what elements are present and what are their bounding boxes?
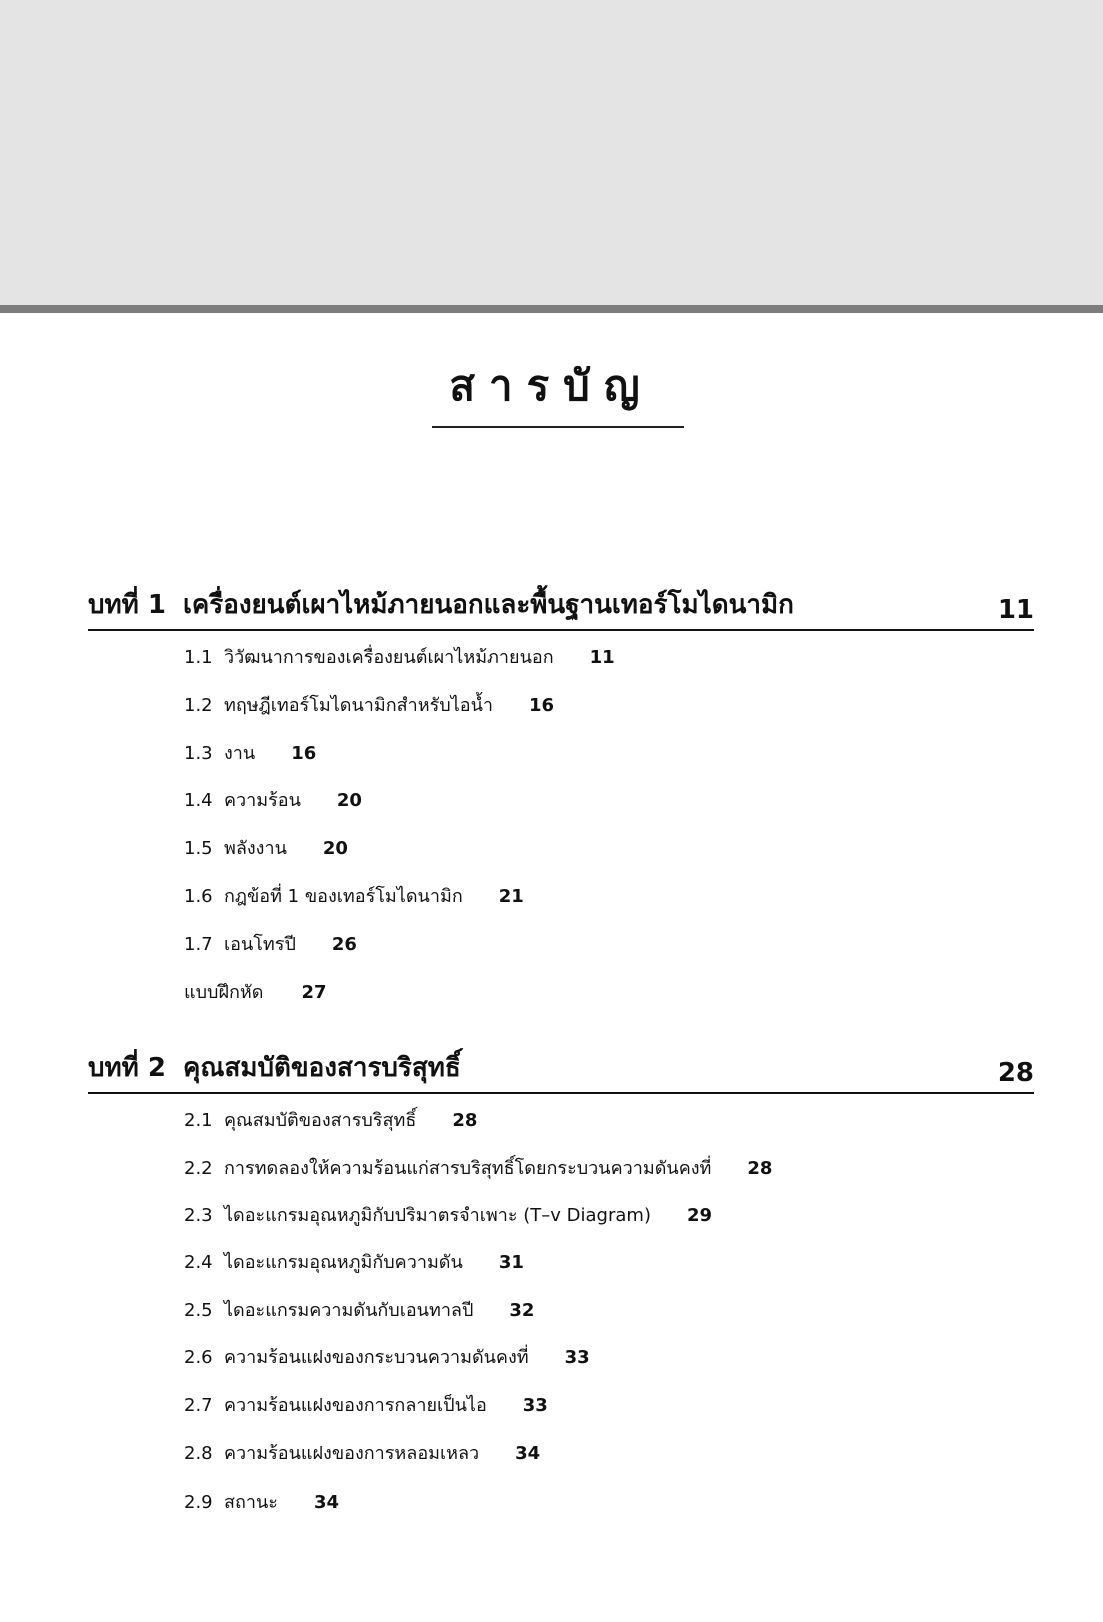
- chapter-number: บทที่ 1: [88, 590, 166, 620]
- entry-title: ความร้อนแฝงของกระบวนความดันคงที่: [224, 1347, 529, 1368]
- entry-title: ทฤษฎีเทอร์โมไดนามิกสำหรับไอน้ำ: [224, 695, 493, 716]
- toc-entry[interactable]: [184, 834, 348, 864]
- entry-page: 27: [301, 982, 327, 1003]
- entry-page: 32: [509, 1300, 535, 1321]
- toc-entry[interactable]: [184, 1343, 590, 1373]
- toc-entry[interactable]: [184, 1391, 548, 1421]
- entry-page: 28: [747, 1158, 773, 1179]
- entry-title: พลังงาน: [224, 838, 287, 859]
- entry-number: 1.1: [184, 647, 213, 668]
- page-title: สารบัญ: [449, 361, 654, 410]
- entry-title: ไดอะแกรมความดันกับเอนทาลปี: [224, 1300, 474, 1321]
- header-band: [0, 0, 1103, 305]
- entry-number: 2.5: [184, 1300, 213, 1321]
- toc-entry[interactable]: [184, 691, 554, 721]
- entry-number: 2.2: [184, 1158, 213, 1179]
- entry-page: 28: [452, 1110, 478, 1131]
- entry-page: 11: [589, 647, 615, 668]
- toc-entry[interactable]: [184, 882, 524, 912]
- entry-page: 21: [498, 886, 524, 907]
- entry-page: 33: [564, 1347, 590, 1368]
- entry-page: 26: [331, 934, 357, 955]
- entry-number: 2.6: [184, 1347, 213, 1368]
- toc-entry[interactable]: [184, 1248, 524, 1278]
- chapter-page: 11: [997, 595, 1034, 625]
- entry-page: 16: [529, 695, 555, 716]
- entry-title: เอนโทรปี: [224, 934, 296, 955]
- toc-entry[interactable]: [184, 1201, 712, 1231]
- entry-title: ความร้อนแฝงของการกลายเป็นไอ: [224, 1395, 487, 1416]
- entry-page: 20: [322, 838, 348, 859]
- entry-page: 29: [686, 1205, 713, 1226]
- entry-title: ไดอะแกรมอุณหภูมิกับปริมาตรจำเพาะ (T–v Diagram): [224, 1205, 651, 1226]
- chapter-page: 28: [997, 1058, 1034, 1088]
- entry-number: 2.1: [184, 1110, 213, 1131]
- entry-title: การทดลองให้ความร้อนแก่สารบริสุทธิ์โดยกระบวนความดันคงที่: [224, 1158, 712, 1179]
- toc-entry[interactable]: [184, 643, 615, 673]
- toc-entry[interactable]: [184, 1154, 772, 1184]
- entry-title: วิวัฒนาการของเครื่องยนต์เผาไหม้ภายนอก: [224, 647, 554, 668]
- toc-entry-exercises[interactable]: [184, 978, 327, 1008]
- entry-page: 16: [291, 743, 317, 764]
- entry-number: 1.6: [184, 886, 213, 907]
- chapter-title: คุณสมบัติของสารบริสุทธิ์: [183, 1053, 461, 1083]
- entry-title: กฎข้อที่ 1 ของเทอร์โมไดนามิก: [224, 886, 463, 907]
- entry-number: 1.5: [184, 838, 213, 859]
- entry-page: 31: [498, 1252, 524, 1273]
- title-underline: [432, 426, 684, 428]
- entry-number: 2.3: [184, 1205, 213, 1226]
- chapter-heading-2[interactable]: [88, 1046, 1034, 1094]
- entry-number: 1.2: [184, 695, 213, 716]
- entry-title: งาน: [224, 743, 256, 764]
- toc-entry[interactable]: [184, 1439, 540, 1469]
- chapter-heading-1[interactable]: [88, 583, 1034, 631]
- toc-entry[interactable]: [184, 739, 316, 769]
- entry-title: ไดอะแกรมอุณหภูมิกับความดัน: [224, 1252, 463, 1273]
- entry-page: 34: [313, 1492, 340, 1513]
- toc-entry[interactable]: [184, 786, 362, 816]
- entry-page: 20: [336, 790, 362, 811]
- chapter-title: เครื่องยนต์เผาไหม้ภายนอกและพื้นฐานเทอร์โมไดนามิก: [183, 590, 794, 620]
- toc-entry[interactable]: [184, 1296, 534, 1326]
- entry-number: 1.7: [184, 934, 213, 955]
- entry-title: คุณสมบัติของสารบริสุทธิ์: [224, 1110, 417, 1131]
- entry-number: 2.7: [184, 1395, 213, 1416]
- entry-title: ความร้อนแฝงของการหลอมเหลว: [224, 1443, 480, 1464]
- entry-title: สถานะ: [224, 1492, 278, 1513]
- entry-number: 2.4: [184, 1252, 213, 1273]
- entry-title: ความร้อน: [224, 790, 301, 811]
- entry-number: 2.9: [184, 1492, 213, 1513]
- entry-page: 34: [515, 1443, 541, 1464]
- chapter-number: บทที่ 2: [88, 1053, 166, 1083]
- entry-page: 33: [522, 1395, 548, 1416]
- entry-number: 1.4: [184, 790, 213, 811]
- toc-entry[interactable]: [184, 1106, 477, 1136]
- entry-number: 1.3: [184, 743, 213, 764]
- entry-title: แบบฝึกหัด: [184, 982, 264, 1003]
- entry-number: 2.8: [184, 1443, 213, 1464]
- toc-entry[interactable]: [184, 1488, 339, 1518]
- header-rule: [0, 305, 1103, 313]
- toc-entry[interactable]: [184, 930, 357, 960]
